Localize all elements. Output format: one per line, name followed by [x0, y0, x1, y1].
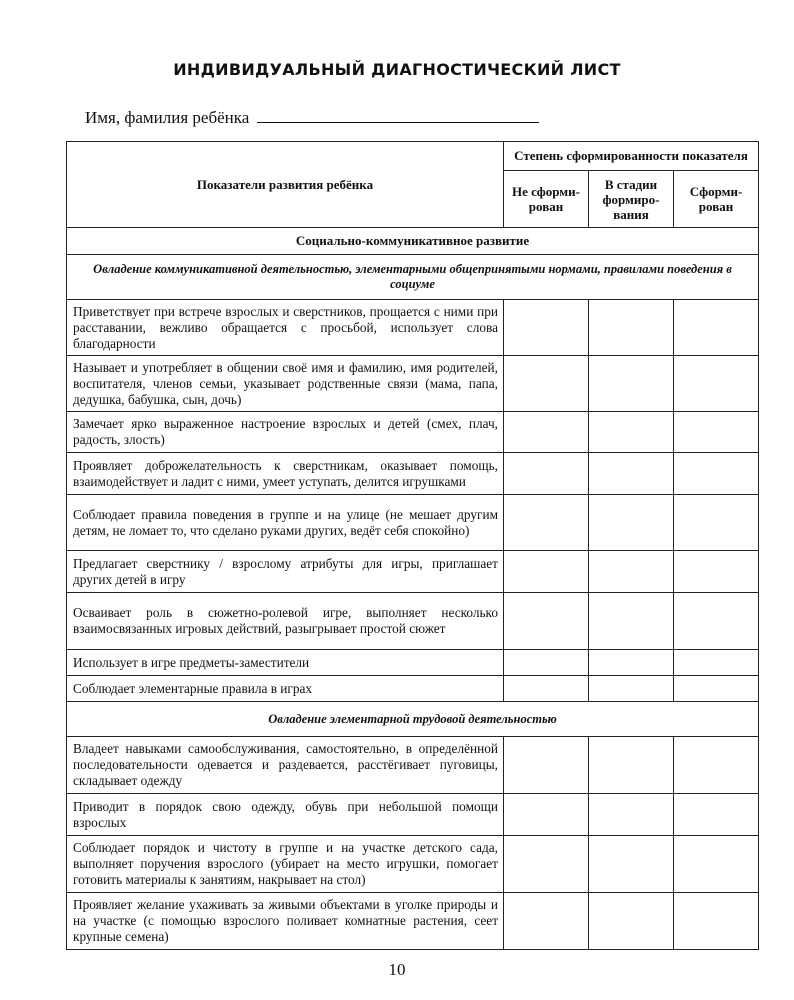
table-row	[67, 495, 759, 551]
mark-cell-forming[interactable]	[589, 412, 674, 453]
page-number: 10	[388, 960, 406, 979]
table-row	[67, 794, 759, 836]
subsection-heading: Овладение элементарной трудовой деятельностью	[67, 702, 759, 737]
degree-column-not-formed: Не сформи-рован	[504, 171, 589, 228]
mark-cell-not-formed[interactable]	[504, 495, 589, 551]
mark-cell-formed[interactable]	[674, 893, 759, 950]
mark-cell-not-formed[interactable]	[504, 676, 589, 702]
section-heading: Социально-коммуникативное развитие	[67, 228, 759, 255]
degree-column-formed: Сформи-рован	[674, 171, 759, 228]
table-row	[67, 836, 759, 893]
table-row	[67, 650, 759, 676]
mark-cell-forming[interactable]	[589, 836, 674, 893]
mark-cell-not-formed[interactable]	[504, 356, 589, 412]
mark-cell-forming[interactable]	[589, 300, 674, 356]
indicator-text: Предлагает сверстнику / взрослому атрибуты для игры, приглашает других детей в игру	[67, 551, 504, 593]
mark-cell-forming[interactable]	[589, 650, 674, 676]
indicator-text: Приветствует при встрече взрослых и сверстников, прощается с ними при расставании, вежливо обращается с просьбой, использует слова благодарности	[67, 300, 504, 356]
indicator-text: Приводит в порядок свою одежду, обувь при небольшой помощи взрослых	[67, 794, 504, 836]
table-row	[67, 737, 759, 794]
mark-cell-not-formed[interactable]	[504, 551, 589, 593]
mark-cell-forming[interactable]	[589, 453, 674, 495]
degree-column-forming: В стадии формиро-вания	[589, 171, 674, 228]
diagnostic-table	[66, 141, 759, 950]
indicator-text: Проявляет доброжелательность к сверстникам, оказывает помощь, взаимодействует и ладит с ними, умеет уступать, делится игрушками	[67, 453, 504, 495]
mark-cell-forming[interactable]	[589, 356, 674, 412]
indicator-text: Использует в игре предметы-заместители	[67, 650, 504, 676]
child-name-blank-line	[257, 106, 539, 123]
mark-cell-forming[interactable]	[589, 737, 674, 794]
child-name-label: Имя, фамилия ребёнка	[85, 108, 250, 127]
subsection-heading: Овладение коммуникативной деятельностью, элементарными общепринятыми нормами, правилами поведения в социуме	[67, 255, 759, 300]
indicator-text: Осваивает роль в сюжетно-ролевой игре, выполняет несколько взаимосвязанных игровых действий, разыгрывает простой сюжет	[67, 593, 504, 650]
mark-cell-forming[interactable]	[589, 794, 674, 836]
mark-cell-forming[interactable]	[589, 893, 674, 950]
indicator-text: Называет и употребляет в общении своё имя и фамилию, имя родителей, воспитателя, членов семьи, указывает родственные связи (мама, папа, дедушка, бабушка, сын, дочь)	[67, 356, 504, 412]
mark-cell-formed[interactable]	[674, 794, 759, 836]
page-title: ИНДИВИДУАЛЬНЫЙ ДИАГНОСТИЧЕСКИЙ ЛИСТ	[173, 60, 621, 79]
degree-header: Степень сформированности показателя	[504, 142, 759, 171]
indicator-text: Замечает ярко выраженное настроение взрослых и детей (смех, плач, радость, злость)	[67, 412, 504, 453]
table-row	[67, 412, 759, 453]
mark-cell-formed[interactable]	[674, 650, 759, 676]
table-row	[67, 893, 759, 950]
table-row	[67, 593, 759, 650]
table-row	[67, 453, 759, 495]
mark-cell-forming[interactable]	[589, 495, 674, 551]
indicator-text: Соблюдает элементарные правила в играх	[67, 676, 504, 702]
indicators-header: Показатели развития ребёнка	[67, 142, 504, 228]
child-name-field	[85, 106, 539, 128]
mark-cell-formed[interactable]	[674, 300, 759, 356]
mark-cell-forming[interactable]	[589, 551, 674, 593]
mark-cell-not-formed[interactable]	[504, 794, 589, 836]
table-row	[67, 300, 759, 356]
mark-cell-not-formed[interactable]	[504, 300, 589, 356]
mark-cell-formed[interactable]	[674, 495, 759, 551]
indicator-text: Владеет навыками самообслуживания, самостоятельно, в определённой последовательности одевается и раздевается, расстёгивает пуговицы, складывает одежду	[67, 737, 504, 794]
mark-cell-not-formed[interactable]	[504, 453, 589, 495]
mark-cell-formed[interactable]	[674, 551, 759, 593]
mark-cell-not-formed[interactable]	[504, 650, 589, 676]
mark-cell-formed[interactable]	[674, 412, 759, 453]
indicator-text: Соблюдает правила поведения в группе и на улице (не мешает другим детям, не ломает то, что сделано руками других, ведёт себя спокойно)	[67, 495, 504, 551]
mark-cell-formed[interactable]	[674, 356, 759, 412]
indicator-text: Проявляет желание ухаживать за живыми объектами в уголке природы и на участке (с помощью взрослого поливает комнатные растения, сеет крупные семена)	[67, 893, 504, 950]
mark-cell-forming[interactable]	[589, 676, 674, 702]
table-row	[67, 551, 759, 593]
mark-cell-not-formed[interactable]	[504, 412, 589, 453]
table-row	[67, 356, 759, 412]
mark-cell-not-formed[interactable]	[504, 836, 589, 893]
mark-cell-formed[interactable]	[674, 676, 759, 702]
mark-cell-formed[interactable]	[674, 836, 759, 893]
table-row	[67, 676, 759, 702]
mark-cell-formed[interactable]	[674, 453, 759, 495]
mark-cell-formed[interactable]	[674, 593, 759, 650]
mark-cell-not-formed[interactable]	[504, 737, 589, 794]
mark-cell-formed[interactable]	[674, 737, 759, 794]
indicator-text: Соблюдает порядок и чистоту в группе и на участке детского сада, выполняет поручения взрослого (убирает на место игрушки, помогает готовить материалы к занятиям, накрывает на стол)	[67, 836, 504, 893]
mark-cell-forming[interactable]	[589, 593, 674, 650]
mark-cell-not-formed[interactable]	[504, 893, 589, 950]
mark-cell-not-formed[interactable]	[504, 593, 589, 650]
